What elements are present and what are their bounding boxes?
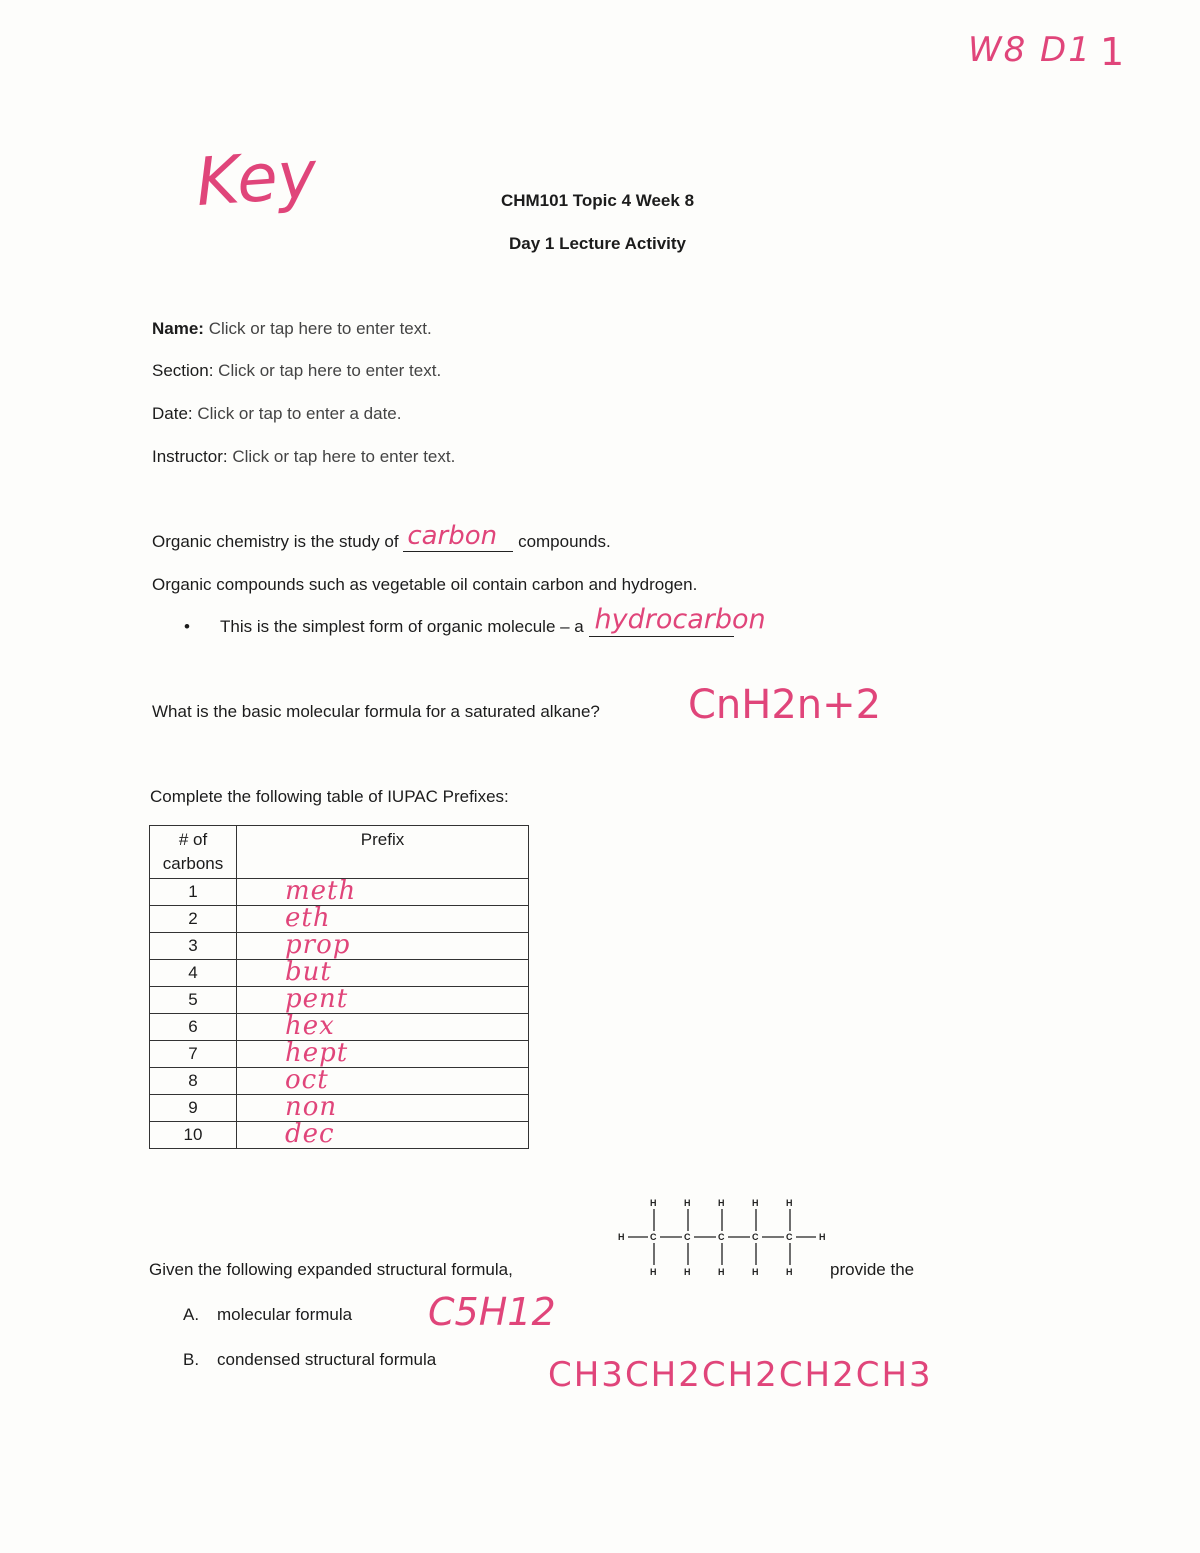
part-a-text: molecular formula	[217, 1305, 353, 1324]
prefix-cell	[237, 1092, 529, 1122]
prefix-cell	[237, 984, 529, 1014]
prefix-answer: hex	[285, 1011, 335, 1041]
prefix-answer: pent	[285, 984, 349, 1014]
prefix-cell	[237, 1065, 529, 1095]
q3-text: This is the simplest form of organic molecule – a	[220, 617, 584, 636]
question-alkane-formula: What is the basic molecular formula for a saturated alkane?	[152, 702, 600, 721]
date-label: Date:	[152, 404, 193, 423]
prefix-answer: hept	[285, 1038, 349, 1068]
svg-text:C: C	[718, 1232, 725, 1242]
carbon-count: 9	[150, 1095, 237, 1122]
svg-text:C: C	[786, 1232, 793, 1242]
section-field[interactable]	[152, 361, 441, 381]
svg-text:H: H	[684, 1198, 691, 1208]
name-label: Name:	[152, 319, 204, 338]
structural-question-before: Given the following expanded structural formula,	[149, 1260, 513, 1279]
corner-mark: W8 D1	[968, 30, 1092, 70]
q1-text-before: Organic chemistry is the study of	[152, 532, 399, 551]
part-a-label: A.	[183, 1305, 200, 1324]
instructor-field[interactable]	[152, 447, 455, 467]
part-b-text: condensed structural formula	[217, 1350, 437, 1369]
question-organic-chemistry	[152, 521, 611, 552]
name-field[interactable]	[152, 319, 432, 339]
page-subtitle: Day 1 Lecture Activity	[509, 234, 686, 253]
table-row	[150, 987, 529, 1014]
prefix-cell	[237, 1119, 529, 1149]
prefix-answer: but	[285, 957, 332, 987]
svg-text:H: H	[752, 1267, 759, 1277]
q1-answer-blank	[403, 521, 513, 552]
question-simplest-form	[220, 604, 766, 637]
prefix-cell	[237, 903, 529, 933]
prefix-answer: non	[285, 1092, 338, 1122]
prefix-answer: oct	[285, 1065, 329, 1095]
table-row	[150, 906, 529, 933]
q1-answer: carbon	[407, 521, 498, 551]
q4-answer: CnH2n+2	[688, 682, 882, 728]
q1-text-after: compounds.	[518, 532, 611, 551]
table-row	[150, 960, 529, 987]
svg-text:C: C	[752, 1232, 759, 1242]
prefix-answer: meth	[285, 876, 357, 906]
carbon-count: 6	[150, 1014, 237, 1041]
section-label: Section:	[152, 361, 214, 380]
page-number: 1	[1100, 30, 1125, 74]
prefix-cell	[237, 876, 529, 906]
table-intro: Complete the following table of IUPAC Prefixes:	[150, 787, 509, 806]
svg-text:H: H	[618, 1232, 625, 1242]
bullet-marker: •	[184, 617, 190, 636]
svg-text:H: H	[718, 1267, 725, 1277]
svg-text:H: H	[786, 1198, 793, 1208]
prefix-answer: eth	[285, 903, 331, 933]
prefix-cell	[237, 930, 529, 960]
pentane-structure-diagram	[612, 1192, 832, 1282]
date-field[interactable]	[152, 404, 401, 424]
carbon-count: 8	[150, 1068, 237, 1095]
svg-text:H: H	[819, 1232, 826, 1242]
carbon-count: 7	[150, 1041, 237, 1068]
table-row	[150, 1041, 529, 1068]
q3-answer: hydrocarbon	[594, 604, 766, 635]
carbon-count: 3	[150, 933, 237, 960]
instructor-label: Instructor:	[152, 447, 228, 466]
svg-text:H: H	[684, 1267, 691, 1277]
header-prefix: Prefix	[237, 826, 529, 879]
table-row	[150, 1014, 529, 1041]
svg-text:H: H	[650, 1198, 657, 1208]
svg-text:H: H	[718, 1198, 725, 1208]
svg-text:H: H	[650, 1267, 657, 1277]
section-placeholder: Click or tap here to enter text.	[218, 361, 442, 380]
page-title: CHM101 Topic 4 Week 8	[500, 191, 695, 210]
table-row	[150, 933, 529, 960]
q3-answer-blank	[589, 604, 766, 637]
svg-text:C: C	[684, 1232, 691, 1242]
table-row	[150, 1068, 529, 1095]
table-row	[150, 1122, 529, 1149]
table-row	[150, 1095, 529, 1122]
prefix-answer: dec	[285, 1119, 335, 1149]
carbon-count: 5	[150, 987, 237, 1014]
svg-text:H: H	[752, 1198, 759, 1208]
part-a-answer: C5H12	[428, 1290, 556, 1334]
table-header-row	[150, 826, 529, 879]
instructor-placeholder: Click or tap here to enter text.	[232, 447, 456, 466]
prefix-cell	[237, 1038, 529, 1068]
carbon-count: 4	[150, 960, 237, 987]
question-organic-compounds: Organic compounds such as vegetable oil contain carbon and hydrogen.	[152, 575, 698, 594]
date-placeholder: Click or tap to enter a date.	[197, 404, 402, 423]
name-placeholder: Click or tap here to enter text.	[208, 319, 432, 338]
part-b-answer: CH3CH2CH2CH2CH3	[548, 1355, 933, 1395]
table-row	[150, 879, 529, 906]
carbon-count: 1	[150, 879, 237, 906]
svg-text:C: C	[650, 1232, 657, 1242]
prefix-table	[149, 825, 529, 1149]
structural-question-after: provide the	[830, 1260, 915, 1279]
prefix-answer: prop	[285, 930, 351, 960]
prefix-cell	[237, 1011, 529, 1041]
key-label: Key	[193, 135, 320, 222]
part-b-label: B.	[183, 1350, 200, 1369]
prefix-cell	[237, 957, 529, 987]
carbon-count: 10	[150, 1122, 237, 1149]
header-carbons: # of carbons	[150, 826, 237, 879]
svg-text:H: H	[786, 1267, 793, 1277]
carbon-count: 2	[150, 906, 237, 933]
